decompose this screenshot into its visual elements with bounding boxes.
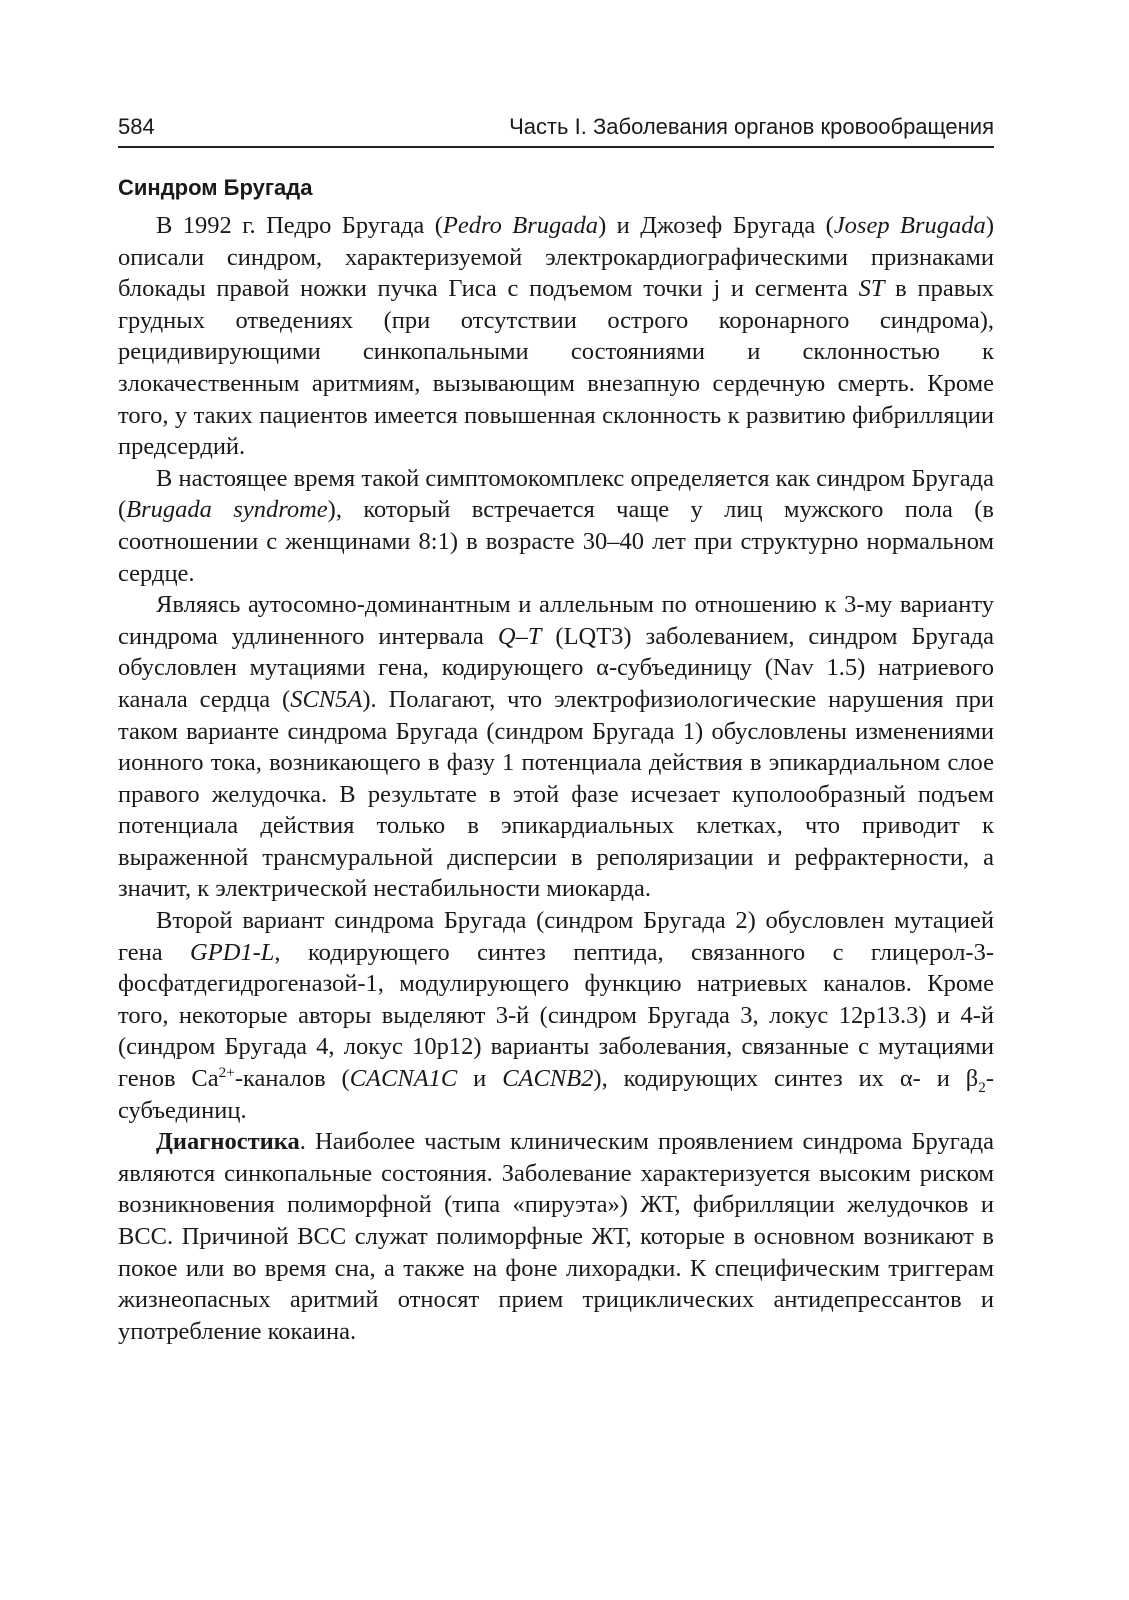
paragraph-2	[118, 463, 994, 589]
italic-run: Brugada syndrome	[126, 496, 328, 524]
bold-run: Диагностика	[156, 1128, 300, 1156]
italic-run: CACNA1C	[349, 1065, 458, 1093]
page-number: 584	[118, 114, 155, 139]
text-run: В настоящее время такой симптомокомплекс определяется как синдром Бругада (	[118, 464, 994, 524]
page-header	[118, 112, 994, 148]
running-title: Часть I. Заболевания органов кровообращения	[509, 114, 994, 139]
italic-run: CACNB2	[502, 1065, 594, 1093]
italic-run: GPD1-L	[190, 938, 275, 966]
section-heading: Синдром Бругада	[118, 175, 313, 200]
text-run: -субъединиц.	[118, 1065, 994, 1124]
text-run: ) описали синдром, характеризуемой электрокардиографическими признаками блокады правой ножки пучка Гиса с подъемом точки j и сегмента	[118, 212, 994, 303]
text-run: ), кодирующих синтез их α- и β	[593, 1065, 979, 1093]
superscript: 2+	[218, 1063, 235, 1081]
text-run: . Наиболее частым клиническим проявлением синдрома Бругада являются синкопальные состояния. Заболевание характеризуется высоким риском возникновения полиморфной (типа «пируэта») ЖТ, фибрилляции желудочков и ВСС. Причиной ВСС служат полиморфные ЖТ, которые в основном возникают в покое или во время сна, а также на фоне лихорадки. К специфическим триггерам жизнеопасных аритмий относят прием трициклических антидепрессантов и употребление кокаина.	[118, 1128, 994, 1345]
text-run: в правых грудных отведениях (при отсутствии острого коронарного синдрома), рецидивирующими синкопальными состояниями и склонностью к злокачественным аритмиям, вызывающим внезапную сердечную смерть. Кроме того, у таких пациентов имеется повышенная склонность к развитию фибрилляции предсердий.	[118, 275, 994, 461]
italic-run: Pedro Brugada	[442, 212, 599, 239]
paragraph-3	[118, 589, 994, 905]
text-run: В 1992 г. Педро Бругада (	[156, 212, 443, 239]
paragraph-4	[118, 905, 994, 1126]
italic-run: Q–T	[497, 622, 542, 650]
text-run: -каналов (	[234, 1065, 350, 1093]
text-run: ). Полагают, что электрофизиологические нарушения при таком варианте синдрома Бругада (синдром Бругада 1) обусловлены изменениями ионного тока, возникающего в фазу 1 потенциала действия в эпикардиальном слое правого желудочка. В результате в этой фазе исчезает куполообразный подъем потенциала действия только в эпикардиальных клетках, что приводит к выраженной трансмуральной дисперсии в реполяризации и рефрактерности, а значит, к электрической нестабильности миокарда.	[118, 685, 994, 903]
text-run: Являясь аутосомно-доминантным и аллельным по отношению к 3-му варианту синдрома удлиненного интервала	[118, 591, 994, 650]
paragraph-1	[118, 210, 994, 463]
text-run: ), который встречается чаще у лиц мужского пола (в соотношении с женщинами 8:1) в возрасте 30–40 лет при структурно нормальном сердце.	[118, 496, 994, 587]
italic-run: ST	[858, 275, 885, 303]
text-run: , кодирующего синтез пептида, связанного с глицерол-3-фосфатдегидрогеназой-1, модулирующего функцию натриевых каналов. Кроме того, некоторые авторы выделяют 3-й (синдром Бругада 3, локус 12p13.3) и 4-й (синдром Бругада 4, локус 10p12) варианты заболевания, связанные с мутациями генов Ca	[118, 938, 994, 1093]
paragraph-5-diagnostics	[118, 1126, 994, 1347]
subscript: 2	[978, 1078, 986, 1096]
italic-run: SCN5A	[290, 685, 363, 713]
body-text	[118, 174, 994, 1347]
text-run: (LQT3) заболеванием, синдром Бругада обусловлен мутациями гена, кодирующего α-субъединицу (Nav 1.5) натриевого канала сердца (	[118, 622, 994, 713]
text-run: ) и Джозеф Бругада (	[598, 212, 834, 239]
text-run: Второй вариант синдрома Бругада (синдром Бругада 2) обусловлен мутацией гена	[118, 907, 994, 966]
italic-run: Josep Brugada	[833, 212, 986, 239]
text-run: и	[457, 1065, 503, 1093]
